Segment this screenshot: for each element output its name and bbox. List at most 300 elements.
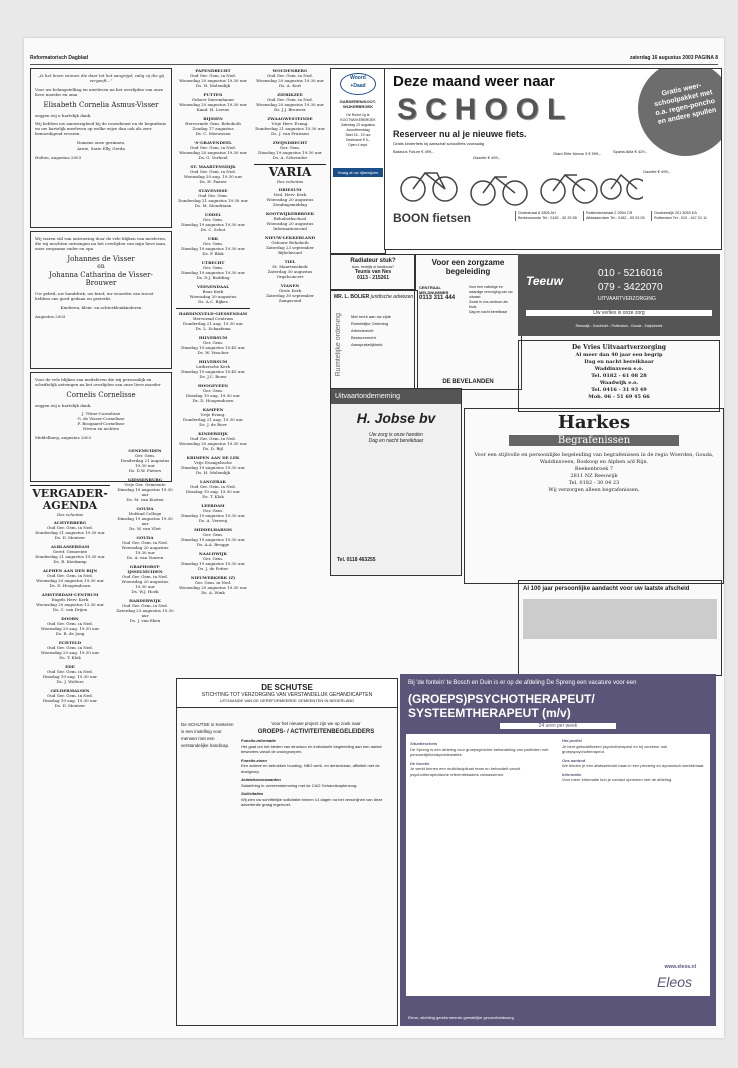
agenda-item bbox=[176, 503, 250, 523]
ad-text: Voor een volledige en waardige verzorging van uw uitvaart bbox=[469, 285, 513, 299]
agenda-detail: Woensdag 20 augustus 19.30 uur bbox=[256, 78, 324, 83]
agenda-detail: Ds. C. van Drijen bbox=[52, 607, 88, 612]
ad-schutse bbox=[176, 678, 398, 1026]
ad-text: Open 4 sept. bbox=[347, 143, 369, 147]
ad-brand: DE BEVELANDEN bbox=[442, 379, 494, 385]
section-heading: De functie bbox=[410, 760, 430, 766]
agenda-item bbox=[176, 68, 250, 88]
agenda-detail: Ds. D. Mentzer bbox=[54, 535, 86, 540]
ad-title: Radiateur stuk? bbox=[350, 258, 396, 264]
agenda-item bbox=[116, 477, 174, 502]
section-heading: Functie-eisen bbox=[241, 757, 267, 763]
agenda-item bbox=[176, 479, 250, 499]
ad-text: Uw zorg is onze handen bbox=[369, 432, 423, 438]
ad-small: Gratis kinderfiets bij aanschaf schoolfiets vooraadig bbox=[393, 141, 485, 146]
ad-text: Bestuursrecht bbox=[351, 335, 376, 340]
agenda-place: HARDERWIJK bbox=[129, 598, 161, 603]
agenda-detail: Ger. Gem. bbox=[134, 453, 156, 458]
agenda-item bbox=[116, 535, 174, 560]
ad-text: Zowel in ons centrum als thuis bbox=[469, 300, 508, 309]
logo-text: +Daad bbox=[350, 83, 366, 89]
agenda-detail: Dinsdag 19 augustus 19.30 uur bbox=[181, 246, 245, 251]
ad-text: Wij verzorgen alleen begrafenissen. bbox=[548, 487, 640, 493]
agenda-detail: Woensdag 20 augustus bbox=[189, 294, 237, 299]
shop-address: Oostzeedijk 201 3063 KA Rotterdam Tel.: 010 - 447 01 11 bbox=[651, 211, 715, 221]
agenda-detail: Ds. R. Kieskamp bbox=[53, 559, 87, 564]
agenda-detail: Ds. A. Kort bbox=[278, 83, 302, 88]
agenda-place: HILVERSUM bbox=[198, 335, 228, 340]
agenda-detail: Ds. J. de Boer bbox=[199, 422, 227, 427]
section-text: Salariëring in overeenstemming met de CAO Gehandicaptenzorg. bbox=[241, 782, 358, 788]
agenda-item bbox=[116, 448, 174, 473]
notice-asmus bbox=[30, 68, 172, 228]
ad-text: Start 16 - 19 uur bbox=[345, 133, 371, 137]
agenda-detail: Zaterdag 30 augustus bbox=[267, 269, 313, 274]
agenda-detail: Bijbelavond bbox=[278, 250, 302, 255]
notice-text: Voor de vele blijken van medeleven die wij persoonlijk en schriftelijk ontvingen na het overlijden van onze lieve moeder bbox=[35, 377, 161, 387]
agenda-detail: Gebouw Rehoboth bbox=[271, 240, 309, 245]
ad-title: DE SCHUTSE bbox=[261, 683, 313, 692]
agenda-detail: Woensdag 20 augustus 19.30 uur bbox=[36, 578, 104, 583]
agenda-item bbox=[254, 140, 326, 160]
agenda-place: PUTTEN bbox=[203, 92, 223, 97]
notice-text: Augustus 2003 bbox=[35, 314, 66, 319]
ad-text: Auto, bedrijfs of landbouw? bbox=[351, 265, 395, 269]
ad-text: Dag en nacht bereikbaar bbox=[469, 310, 508, 314]
agenda-place: ZWAAGWESTEINDE bbox=[267, 116, 313, 121]
agenda-detail: Ger. Gem. bbox=[202, 532, 224, 537]
agenda-place: UTRECHT bbox=[201, 260, 225, 265]
agenda-place: NIEUW-LEKKERLAND bbox=[264, 235, 316, 240]
agenda-detail: Ds. J. de Potter bbox=[197, 566, 229, 571]
ad-brand: H. Jobse bv bbox=[356, 410, 436, 426]
agenda-item bbox=[254, 92, 326, 112]
agenda-place: KOOTWIJKERBROEK bbox=[265, 211, 315, 216]
agenda-detail: Vrije Ger. Gemeente bbox=[124, 482, 166, 487]
agenda-detail: Ds. A. van Vuuren bbox=[126, 555, 164, 560]
agenda-detail: Ds. H. Paauw bbox=[199, 179, 227, 184]
column-divider bbox=[176, 308, 250, 309]
agenda-place: KAMPEN bbox=[202, 407, 224, 412]
ad-phone: Tel. 0118 463255 bbox=[337, 557, 376, 563]
agenda-item bbox=[254, 283, 326, 303]
agenda-detail: Oud Ger. Gem. in Ned. bbox=[190, 169, 236, 174]
agenda-detail: Zondag 17 augustus bbox=[192, 126, 234, 131]
ad-text: 2811 NZ Reeuwijk bbox=[570, 473, 618, 479]
agenda-detail: Ger. Gem. bbox=[202, 241, 224, 246]
ad-title: Al 100 jaar persoonlijke aandacht voor uw laatste afscheid bbox=[523, 586, 690, 592]
notice-text: zeggen wij u hartelijk dank. bbox=[35, 113, 92, 118]
notice-text: Namens onze gezinnen, bbox=[76, 140, 126, 145]
ad-job: GROEPS- / ACTIVITEITENBEGELEIDERS bbox=[257, 729, 375, 735]
agenda-detail: Woensdag 20 augustus 19.30 uur bbox=[256, 102, 324, 107]
agenda-item bbox=[30, 664, 110, 684]
agenda-detail: Ds. J. Wolters bbox=[56, 679, 84, 684]
agenda-item bbox=[254, 235, 326, 255]
agenda-place: ACHTERBERG bbox=[53, 520, 87, 525]
notice-text: Kinderen, klein- en achterkleinkinderen bbox=[60, 305, 142, 310]
ad-sub: Reserveer nu al je nieuwe fiets. bbox=[393, 129, 527, 139]
agenda-detail: Dinsdag 19 augustus 19.30 uur bbox=[181, 465, 245, 470]
agenda-item bbox=[30, 544, 110, 564]
ad-school-fietsen bbox=[384, 68, 722, 250]
agenda-detail: Ds. H. Molendijk bbox=[195, 470, 231, 475]
agenda-place: KINDERDIJK bbox=[198, 431, 228, 436]
agenda-detail: Engels Herv. Kerk bbox=[51, 597, 89, 602]
agenda-item bbox=[30, 640, 110, 660]
notice-text: F. Boogaard-Cornelisse bbox=[77, 421, 125, 426]
ad-headline: Deze maand weer naar bbox=[393, 73, 555, 90]
agenda-detail: Oud Ger. Gem. in Ned. bbox=[47, 573, 93, 578]
ad-woord-daad bbox=[330, 68, 386, 254]
agenda-list bbox=[30, 520, 110, 708]
agenda-detail: Oud Ger. Gem. in Ned. bbox=[47, 621, 93, 626]
paper-name: Reformatorisch Dagblad bbox=[30, 55, 89, 61]
agenda-item bbox=[176, 311, 250, 331]
agenda-detail: St. Maartenskerk bbox=[272, 264, 308, 269]
agenda-item bbox=[254, 116, 326, 136]
ad-text: Beekenbroek 7 bbox=[574, 466, 614, 472]
agenda-detail: Ned. Herv. Kerk bbox=[273, 192, 307, 197]
agenda-place: KRIMPEN AAN DE LEK bbox=[186, 455, 240, 460]
agenda-detail: Kand. H. Leeuw bbox=[196, 107, 230, 112]
notice-name: Cornelis Cornelisse bbox=[66, 391, 136, 399]
agenda-place: MIDDELHARNIS bbox=[194, 527, 232, 532]
ad-brand: MR. L. BOLIER bbox=[334, 294, 370, 300]
agenda-detail: Donderdag 21 augustus 19.30 uur bbox=[35, 530, 105, 535]
agenda-detail: Zendingsmiddag bbox=[273, 202, 307, 207]
agenda-detail: Ds. A.C. Bijkes bbox=[198, 299, 228, 304]
agenda-detail: Dinsdag 19 augustus 19.30 uur bbox=[258, 150, 322, 155]
notice-devisser bbox=[30, 231, 172, 369]
ad-photo bbox=[523, 599, 717, 639]
agenda-detail: Orgelconcert bbox=[276, 274, 304, 279]
woord-daad-logo bbox=[340, 73, 376, 95]
agenda-item bbox=[176, 188, 250, 208]
ad-brand: Harkes bbox=[557, 412, 631, 433]
ad-title: (GROEPS)PSYCHOTHERAPEUT/ SYSTEEMTHERAPEUT (m/v) bbox=[408, 692, 595, 720]
notice-text: zeggen wij u hartelijk dank. bbox=[35, 403, 92, 408]
agenda-item bbox=[116, 598, 174, 623]
ad-logo: BOON fietsen bbox=[393, 211, 472, 225]
ad-footer: Eleos, stichting gereformeerde geestelijke gezondheidszorg bbox=[408, 1015, 514, 1020]
section-text: Je bent gekwalificeerd psychotherapeut en bij voorkeur ook groepspsychotherapeut. bbox=[562, 743, 668, 754]
ad-text: Voor een stijlvolle en persoonlijke begeleiding van begrafenissen in de regio Woerden, Gouda, Waddinxveen, Boskoop en Alphen a/d Rijn. bbox=[474, 452, 714, 465]
agenda-detail: Woensdag 20 aug. 19.30 uur bbox=[40, 650, 100, 655]
ad-teeuw bbox=[518, 254, 720, 336]
ad-text: Arbeidsrecht bbox=[351, 328, 374, 333]
agenda-item bbox=[176, 284, 250, 304]
agenda-item bbox=[254, 68, 326, 88]
varia-subtitle: Des voluntas bbox=[276, 179, 304, 184]
agenda-detail: Grote Kerk bbox=[278, 288, 302, 293]
ad-text: Dag en nacht bereikbaar bbox=[368, 438, 424, 444]
agenda-place: VEENENDAAL bbox=[196, 284, 230, 289]
rijbewijs-button[interactable]: Vraag al uw rijbewijzen bbox=[333, 168, 383, 177]
agenda-detail: Zaterdag 23 augustus 19.30 uur bbox=[116, 608, 174, 618]
agenda-column-4 bbox=[254, 68, 326, 307]
agenda-detail: Oud Ger. Gem. in Ned. bbox=[190, 73, 236, 78]
agenda-detail: Ds. P. Blok bbox=[202, 251, 224, 256]
agenda-detail: Oud Ger. Gem. in Ned. bbox=[190, 436, 236, 441]
agenda-detail: Ds. J.J. Brouwer bbox=[274, 107, 306, 112]
agenda-item bbox=[176, 551, 250, 571]
agenda-place: STAVENISSE bbox=[198, 188, 228, 193]
agenda-block bbox=[30, 485, 110, 708]
agenda-place: GOUDA bbox=[136, 535, 154, 540]
agenda-place: DRIESUM bbox=[278, 187, 302, 192]
agenda-place: AMSTERDAM-CENTRUM bbox=[41, 592, 99, 597]
agenda-detail: Ds. A. Wink bbox=[201, 590, 225, 595]
agenda-detail: Ds. R. de Jong bbox=[55, 631, 85, 636]
agenda-detail: Woensdag 20 augustus 19.30 uur bbox=[179, 150, 247, 155]
section-text: We bieden je een afwisselende baan in een plezierig en dynamisch werkklimaat. bbox=[562, 763, 705, 768]
agenda-detail: Dinsdag 19 aug. 19.30 uur bbox=[42, 698, 98, 703]
shop-address: Grotestraat 8 2805 AH Berkenwoude Tel.: 0182 - 30 29 55 bbox=[515, 211, 579, 221]
ad-text: Waadwijk e.o. bbox=[599, 380, 639, 386]
agenda-detail: Ds. D. Mentzer bbox=[54, 703, 86, 708]
agenda-detail: Dinsdag 19 augustus 19.30 uur bbox=[181, 270, 245, 275]
ad-title: Uitvaartonderneming bbox=[331, 389, 461, 404]
varia-title: VARIA bbox=[254, 164, 326, 179]
agenda-place: EDE bbox=[65, 664, 75, 669]
agenda-item bbox=[176, 359, 250, 379]
agenda-item bbox=[176, 116, 250, 136]
agenda-detail: Oud Ger. Gem. in Ned. bbox=[122, 540, 168, 545]
agenda-item bbox=[176, 212, 250, 232]
ad-big-word: SCHOOL bbox=[397, 93, 574, 126]
notice-name: Johanna Catharina de Visser-Brouwer bbox=[49, 271, 153, 287]
agenda-detail: Oud Ger. Gem. in Ned. bbox=[122, 574, 168, 579]
ad-text: Tel. 0182 - 30 04 23 bbox=[568, 480, 620, 486]
agenda-detail: Ds. J. van Pruissen bbox=[271, 131, 309, 136]
agenda-detail: Donderdag 21 aug. 19.30 uur bbox=[182, 417, 244, 422]
agenda-place: ALBLASSERDAM bbox=[50, 544, 90, 549]
agenda-item bbox=[30, 592, 110, 612]
agenda-item bbox=[30, 688, 110, 708]
notice-text: Arnie, Sarie Elly, Gerda bbox=[77, 146, 125, 151]
agenda-detail: Dinsdag 19 aug. 19.30 uur bbox=[42, 674, 98, 679]
agenda-detail: Ger. Gem. bbox=[202, 556, 224, 561]
agenda-detail: Ds. D.W. Pieters bbox=[128, 468, 162, 473]
notice-name: en bbox=[97, 263, 105, 270]
agenda-item bbox=[30, 616, 110, 636]
ad-bolier bbox=[330, 290, 418, 390]
ad-cities: Reeuwijk - Dordrecht - Rotterdam - Gouda - Zwijndrecht bbox=[575, 324, 663, 328]
agenda-detail: Ds. G. Verheul bbox=[198, 155, 228, 160]
agenda-detail: Ds. J. van Eken bbox=[129, 618, 161, 623]
ad-sub: Uw verlies is onze zorg bbox=[526, 310, 712, 316]
agenda-item bbox=[176, 383, 250, 403]
notice-text: Voor uw belangstelling en meeleven na het overlijden van onze lieve moeder en oma bbox=[35, 87, 164, 97]
agenda-detail: Ds. W. Visscher bbox=[197, 350, 229, 355]
ad-text: Met recht aan uw zijde bbox=[351, 314, 392, 319]
ad-line: UITVAARTVERZORGING bbox=[598, 296, 656, 302]
agenda-place: HOOGEVEEN bbox=[197, 383, 229, 388]
agenda-detail: Oud Ger. Gem. in Ned. bbox=[267, 73, 313, 78]
page-header bbox=[30, 54, 718, 65]
agenda-detail: Geboer Sieremhauer bbox=[191, 97, 235, 102]
ad-sub: STICHTING TOT VERZORGING VAN VERSTANDELIJK GEHANDICAPTEN bbox=[201, 692, 373, 698]
agenda-detail: Oud Ger. Gem. in Ned. bbox=[190, 484, 236, 489]
agenda-detail: Oud Ger. Gem. in Ned. bbox=[47, 693, 93, 698]
agenda-detail: Boaz Kerk bbox=[202, 289, 224, 294]
section-text: Het gaat om het bieden van structuur en individuele begeleiding aan een aantal bewoners vanuit de woongroepen. bbox=[241, 743, 382, 754]
ad-radiateur bbox=[330, 254, 416, 290]
ad-text: Avondfeestdag bbox=[346, 128, 370, 132]
agenda-detail: Ds. T. Klok bbox=[59, 655, 81, 660]
agenda-column-3 bbox=[176, 68, 250, 599]
agenda-detail: Ger. Gem. bbox=[202, 340, 224, 345]
ad-intro: Bij 'de fontein' te Bosch en Duin is er op de afdeling De Spreng een vacature voor een bbox=[408, 680, 637, 686]
ad-sub: Begrafenissen bbox=[509, 435, 679, 446]
agenda-detail: Dinsdag 19 augustus 19.30 uur bbox=[181, 561, 245, 566]
ad-tag: juridische adviezen bbox=[370, 294, 414, 300]
agenda-detail: Ds. A. Schreuder bbox=[272, 155, 308, 160]
agenda-detail: Woensdag 20 augustus 19.30 uur bbox=[121, 545, 169, 555]
ad-tag: UITGAANDE VAN DE GEREFORMEERDE GEMEENTEN IN NEDERLAND bbox=[219, 698, 355, 703]
ad-link[interactable]: www.eleos.nl bbox=[664, 964, 696, 970]
section-heading: Informatie bbox=[562, 771, 582, 777]
agenda-detail: Ds. C. Meeuwsen bbox=[195, 131, 231, 136]
agenda-detail: Dinsdag 19 aug. 19.30 uur bbox=[185, 489, 241, 494]
agenda-detail: Ger. Gem. bbox=[202, 508, 224, 513]
agenda-detail: Dinsdag 19 augustus 19.30 uur bbox=[181, 537, 245, 542]
agenda-item bbox=[176, 260, 250, 280]
agenda-detail: Donderdag 21 augustus 19.30 uur bbox=[178, 198, 248, 203]
agenda-detail: Dinsdag 19 augustus 19.30 uur bbox=[181, 513, 245, 518]
phone-label: CENTRAAL MELDNUMMER bbox=[419, 285, 449, 295]
agenda-detail: Oud Ger. Gem. in Ned. bbox=[47, 645, 93, 650]
ad-title: De Vries Uitvaartverzorging bbox=[571, 344, 667, 351]
agenda-detail: Donderdag 21 augustus 19.30 uur bbox=[35, 554, 105, 559]
agenda-place: RIJSSEN bbox=[203, 116, 223, 121]
ad-text: Tel. 0416 - 31 93 49 bbox=[591, 387, 647, 393]
ad-text: Al meer dan 40 jaar een begrip bbox=[575, 352, 663, 358]
agenda-place: URK bbox=[207, 236, 219, 241]
agenda-detail: Ger. Gem. bbox=[202, 388, 224, 393]
agenda-detail: Rehobothschool bbox=[273, 216, 307, 221]
agenda-place: DOORN bbox=[61, 616, 79, 621]
agenda-detail: Woensdag 20 augustus 13.30 uur bbox=[36, 602, 104, 607]
agenda-detail: Ds. D. Hoogendoorn bbox=[192, 398, 234, 403]
agenda-place: GRAFHORST-IJSSELMUIDEN bbox=[127, 564, 163, 574]
agenda-detail: Ger. Gem. bbox=[202, 217, 224, 222]
price-tag: Gazelle € 499,- bbox=[643, 169, 671, 174]
ad-text: Mob. 06 - 51 69 45 66 bbox=[588, 394, 650, 400]
ad-text: Deelname € 5,- bbox=[346, 138, 370, 142]
agenda-detail: Hervormde Gem. Rehoboth bbox=[185, 121, 241, 126]
agenda-subtitle: Des voluntas bbox=[56, 512, 84, 517]
agenda-detail: Vrije Evangelische bbox=[194, 460, 232, 465]
newspaper-page bbox=[24, 38, 724, 1038]
section-heading: Situatieschets bbox=[410, 741, 438, 746]
ad-text: Zaterdag 23 augustus bbox=[340, 123, 376, 127]
agenda-place: HARDINXVELD-GIESSENDAM bbox=[178, 311, 248, 316]
agenda-detail: Woensdag 20 augustus 19.30 uur bbox=[179, 441, 247, 446]
agenda-detail: Ger. Gem. in Ned. bbox=[194, 580, 232, 585]
ad-side: Ruimtelijke ordening bbox=[335, 313, 342, 377]
ad-title: Voor een zorgzame begeleiding bbox=[431, 258, 505, 276]
price-tag: Sparta Alita € 429,- bbox=[613, 149, 648, 154]
ad-brand: Teeuw bbox=[526, 274, 563, 288]
agenda-detail: Woensdag 20 augustus 19.30 uur bbox=[121, 579, 169, 589]
agenda-detail: Dinsdag 19 aug. 19.30 uur bbox=[185, 393, 241, 398]
agenda-detail: Oud Ger. Gem. in Ned. bbox=[47, 525, 93, 530]
notice-text: J. Tilroe-Cornelisse bbox=[81, 411, 121, 416]
ad-text: Aansprakelijkheid bbox=[351, 342, 383, 347]
agenda-item bbox=[30, 568, 110, 588]
ad-phone: 0113 - 215261 bbox=[357, 275, 389, 281]
agenda-detail: Woensdag 20 augustus bbox=[266, 221, 314, 226]
ad-jobse bbox=[330, 388, 462, 576]
ad-phone: 010 - 5216016 bbox=[598, 268, 663, 279]
agenda-place: GOUDA bbox=[136, 506, 154, 511]
agenda-item bbox=[176, 140, 250, 160]
agenda-detail: Ds. A.A. Brugge bbox=[196, 542, 230, 547]
agenda-place: ZWIJNDRECHT bbox=[272, 140, 308, 145]
agenda-item bbox=[254, 259, 326, 279]
agenda-detail: Hofstad College bbox=[128, 511, 162, 516]
ad-text: Ruimtelijke Ordening bbox=[351, 321, 389, 326]
ad-text: Teunis van Nes bbox=[354, 269, 392, 275]
agenda-detail: Ds. C. Schot bbox=[200, 227, 226, 232]
notice-quote: „Is het leven winnen die daar tot het aangrijpt; zalig zij die gij vergeeft...” bbox=[37, 73, 165, 83]
agenda-place: 'S-GRAVENDEEL bbox=[194, 140, 232, 145]
ad-text: Tel. 0182 - 61 08 28 bbox=[591, 373, 647, 379]
ad-text: Waddinxveen e.o. bbox=[594, 366, 644, 372]
agenda-place: HILVERSUM bbox=[198, 359, 228, 364]
agenda-detail: Hervormd Centrum bbox=[193, 316, 233, 321]
agenda-detail: Woensdag 20 augustus 19.30 uur bbox=[179, 102, 247, 107]
notice-text: Wij waren stil van ontroering door de vele blijken van meeleven, die wij mochten ontvangen na het overlijden van mijn lieve man, onze zorgzame vader en opa bbox=[35, 236, 167, 251]
agenda-place: GELDERMALSEN bbox=[50, 688, 90, 693]
agenda-detail: Informatieavond bbox=[273, 226, 307, 231]
agenda-place: TIEL bbox=[284, 259, 296, 264]
agenda-detail: Ger. Gem. bbox=[279, 145, 301, 150]
agenda-place: ECHTELD bbox=[58, 640, 82, 645]
ad-title: GARDEREN/KOOT-WIJKERBROEK bbox=[339, 99, 377, 109]
agenda-detail: Woensdag 20 augustus 19.30 uur bbox=[179, 78, 247, 83]
agenda-detail: Oud Ger. Gem. in Ned. bbox=[190, 145, 236, 150]
agenda-detail: Woensdag 20 aug. 19.30 uur bbox=[183, 174, 243, 179]
ad-brand: Eleos bbox=[656, 974, 692, 990]
agenda-detail: Ds. H. Molendijk bbox=[195, 83, 231, 88]
agenda-place: UDDEL bbox=[204, 212, 222, 217]
ad-de-vries bbox=[518, 340, 720, 412]
agenda-item bbox=[116, 506, 174, 531]
notice-text: Middelburg, augustus 2003 bbox=[35, 435, 92, 440]
ad-harkes bbox=[464, 408, 724, 584]
agenda-detail: Oud Ger. Gem. in Ned. bbox=[47, 669, 93, 674]
ad-hours: 24 uren per week bbox=[500, 723, 616, 729]
agenda-detail: Dinsdag 19 augustus 19.45 uur bbox=[181, 369, 245, 374]
agenda-place: VIANEN bbox=[280, 283, 300, 288]
agenda-place: GIESSENBURG bbox=[127, 477, 163, 482]
agenda-detail: Dinsdag 19 augustus 19.30 uur bbox=[117, 487, 173, 497]
notice-text: Uw gebed, uw handdruk, uw brief, uw woorden van troost hebben ons goed gedaan en gesterkt. bbox=[35, 291, 154, 301]
agenda-detail: Zaterdag 23 september bbox=[266, 245, 314, 250]
section-text: Voor meer informatie kun je contact opnemen met de afdeling. bbox=[562, 777, 673, 782]
agenda-detail: Donderdag 21 augustus 19.30 uur bbox=[120, 458, 170, 468]
section-text: Je werkt binnen een multidisciplinair team en behandelt vanuit psychotherapeutische referentiekaders volwassenen. bbox=[410, 766, 521, 777]
ad-aandacht bbox=[518, 580, 722, 676]
agenda-detail: Ds. D. Hoogendoorn bbox=[49, 583, 91, 588]
agenda-place: LEERDAM bbox=[201, 503, 225, 508]
agenda-detail: Ds. J.C. Bouw bbox=[199, 374, 227, 379]
agenda-detail: Dinsdag 19 augustus 19.30 uur bbox=[117, 516, 173, 526]
agenda-detail: Ds. W. van Vliet bbox=[129, 526, 161, 531]
